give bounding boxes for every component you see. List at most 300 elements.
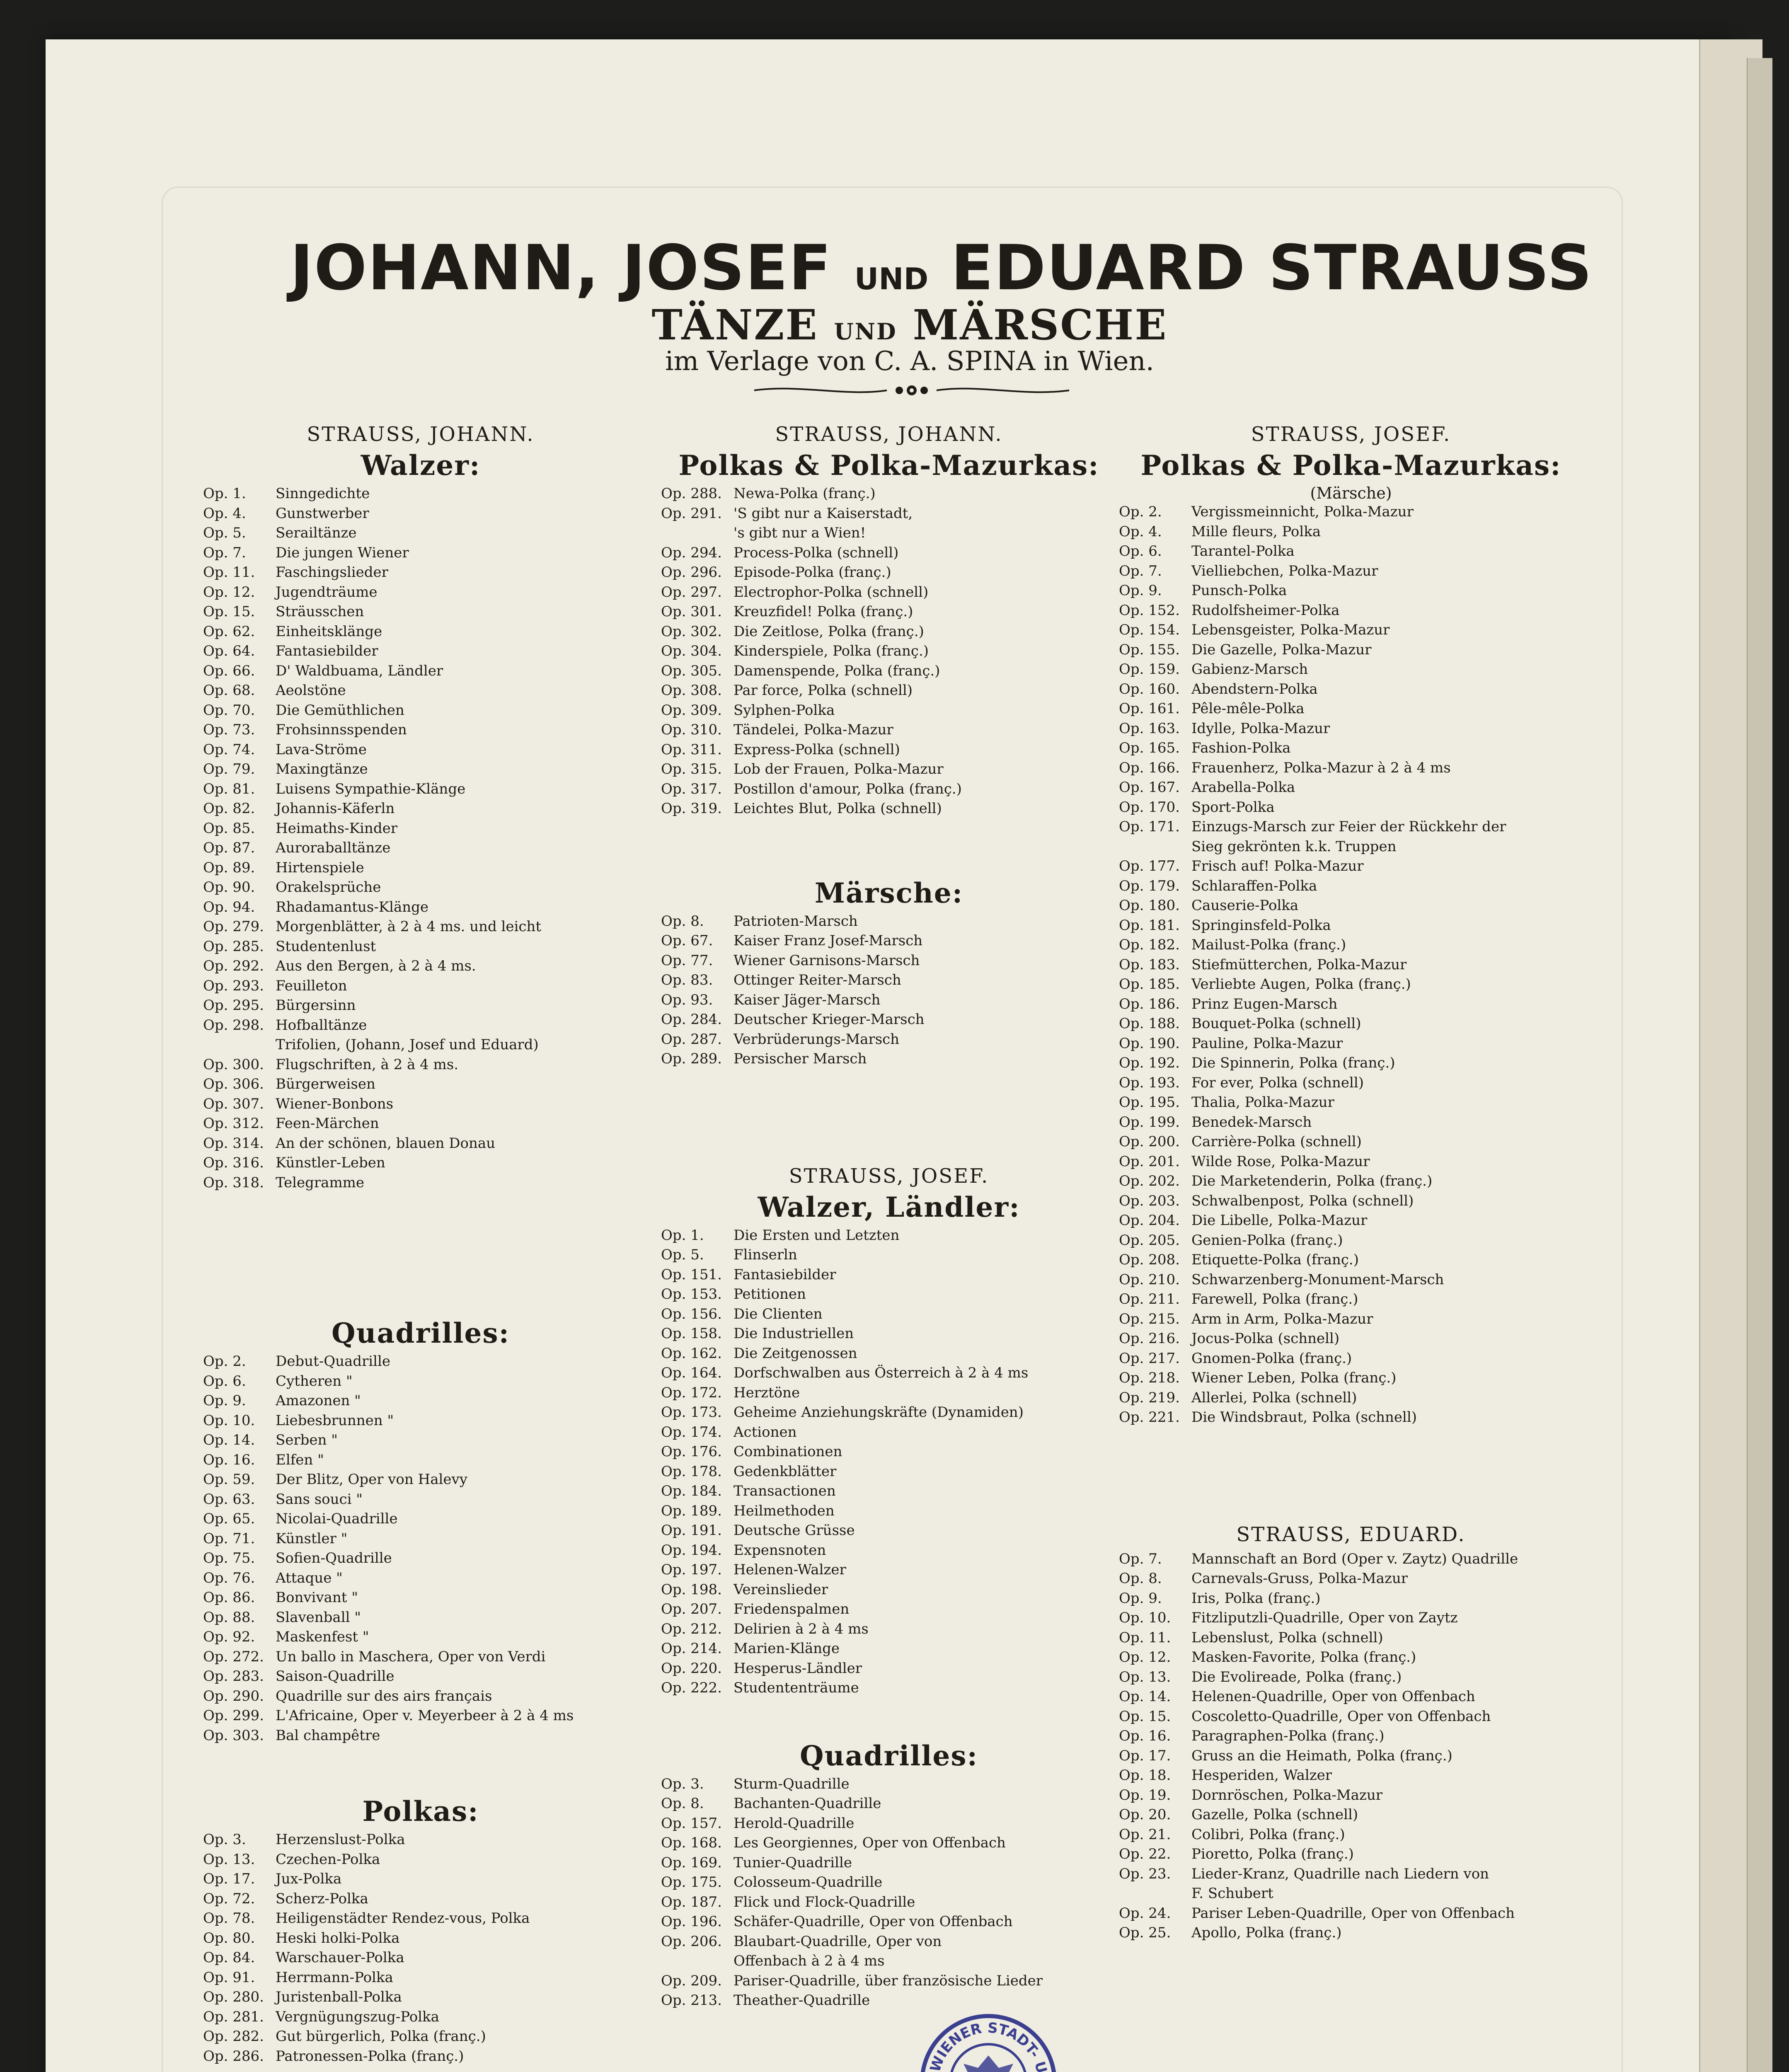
opus-entry: [661, 1423, 1117, 1443]
opus-entry: [661, 543, 1117, 563]
opus-number: Op. 171.: [1119, 818, 1180, 835]
opus-entry: [203, 1929, 638, 1949]
opus-entry: [661, 971, 1117, 990]
work-title: Frohsinnsspenden: [276, 721, 407, 738]
opus-entry: [203, 917, 638, 937]
work-title: Electrophor-Polka (schnell): [734, 583, 929, 600]
work-title: Schwalbenpost, Polka (schnell): [1191, 1192, 1414, 1209]
opus-number: Op. 203.: [1119, 1192, 1180, 1209]
work-title: Sträusschen: [276, 603, 364, 620]
work-title: Verbrüderungs-Marsch: [734, 1031, 900, 1048]
opus-number: Op. 163.: [1119, 720, 1180, 737]
work-title: Herztöne: [734, 1384, 800, 1401]
work-title: Dorfschwalben aus Österreich à 2 à 4 ms: [734, 1365, 1029, 1381]
opus-number: Op. 154.: [1119, 622, 1180, 638]
opus-entry: [1119, 1864, 1583, 1884]
opus-number: Op. 309.: [661, 702, 722, 719]
opus-entry: [203, 996, 638, 1016]
opus-number: Op. 72.: [203, 1890, 255, 1907]
work-title-continuation: Sieg gekrönten k.k. Truppen: [1191, 838, 1397, 855]
opus-entry: [661, 1383, 1117, 1403]
opus-number: Op. 4.: [1119, 523, 1162, 540]
opus-entry: [1119, 1113, 1583, 1133]
work-title: Heilmethoden: [734, 1502, 835, 1519]
work-title: Causerie-Polka: [1191, 897, 1299, 914]
work-title: Gunstwerber: [276, 505, 369, 522]
opus-entry: [1119, 640, 1583, 660]
work-title: Jux-Polka: [276, 1871, 342, 1887]
opus-number: Op. 93.: [661, 991, 713, 1008]
work-title: Wilde Rose, Polka-Mazur: [1191, 1153, 1370, 1170]
work-title: Transactionen: [734, 1483, 836, 1499]
work-title: Masken-Favorite, Polka (franç.): [1191, 1649, 1416, 1665]
opus-entry: [203, 1627, 638, 1647]
work-title: Par force, Polka (schnell): [734, 682, 913, 699]
opus-number: Op. 317.: [661, 780, 722, 797]
opus-entry: [661, 583, 1117, 603]
title-part-b: EDUARD STRAUSS: [951, 232, 1593, 304]
opus-number: Op. 175.: [661, 1874, 722, 1890]
opus-entry: [661, 1049, 1117, 1069]
work-title-continuation: Trifolien, (Johann, Josef und Eduard): [276, 1036, 539, 1053]
opus-entry: [661, 1814, 1117, 1834]
work-title: Lob der Frauen, Polka-Mazur: [734, 761, 944, 777]
work-title: Vielliebchen, Polka-Mazur: [1191, 562, 1378, 579]
opus-number: Op. 188.: [1119, 1015, 1180, 1032]
work-title: Sturm-Quadrille: [734, 1775, 850, 1792]
opus-number: Op. 210.: [1119, 1271, 1180, 1288]
work-title: Blaubart-Quadrille, Oper von: [734, 1933, 942, 1950]
opus-number: Op. 20.: [1119, 1806, 1171, 1823]
work-title: Gruss an die Heimath, Polka (franç.): [1191, 1747, 1453, 1764]
opus-number: Op. 70.: [203, 702, 255, 719]
work-title: Der Blitz, Oper von Halevy: [276, 1471, 467, 1488]
opus-entry: [1119, 1726, 1583, 1746]
opus-number: Op. 23.: [1119, 1865, 1171, 1882]
opus-number: Op. 302.: [661, 623, 722, 640]
opus-entry: [1119, 778, 1583, 798]
opus-number: Op. 182.: [1119, 937, 1180, 953]
opus-entry: [1119, 758, 1583, 778]
opus-entry: [203, 1987, 638, 2007]
opus-entry: [661, 1541, 1117, 1561]
opus-number: Op. 220.: [661, 1660, 722, 1677]
opus-number: Op. 285.: [203, 938, 264, 955]
opus-number: Op. 177.: [1119, 858, 1180, 874]
section-heading: Polkas & Polka-Mazurkas:: [1140, 449, 1561, 482]
opus-entry: [661, 563, 1117, 583]
work-title: Tunier-Quadrille: [734, 1854, 852, 1871]
opus-number: Op. 218.: [1119, 1370, 1180, 1386]
work-title: Thalia, Polka-Mazur: [1191, 1094, 1334, 1111]
work-title: Tändelei, Polka-Mazur: [734, 721, 893, 738]
opus-number: Op. 85.: [203, 820, 255, 837]
opus-entry: [203, 2007, 638, 2027]
opus-number: Op. 166.: [1119, 759, 1180, 776]
work-title: Pêle-mêle-Polka: [1191, 700, 1305, 717]
opus-number: Op. 195.: [1119, 1094, 1180, 1111]
opus-entry: [203, 504, 638, 524]
composer-heading: STRAUSS, JOSEF.: [789, 1164, 989, 1188]
opus-number: Op. 59.: [203, 1471, 255, 1488]
work-title: Sans souci ": [276, 1491, 363, 1508]
opus-entry: [203, 543, 638, 563]
work-title: Farewell, Polka (franç.): [1191, 1291, 1358, 1307]
opus-number: Op. 170.: [1119, 799, 1180, 816]
opus-entry: [661, 1403, 1117, 1423]
work-title: Arabella-Polka: [1191, 779, 1295, 796]
opus-number: Op. 296.: [661, 564, 722, 581]
work-title: Bürgerweisen: [276, 1076, 375, 1092]
composer-heading: STRAUSS, EDUARD.: [1236, 1523, 1466, 1546]
work-title: Carnevals-Gruss, Polka-Mazur: [1191, 1570, 1408, 1587]
work-title: Deutscher Krieger-Marsch: [734, 1011, 925, 1028]
opus-entry: [1119, 1349, 1583, 1369]
work-title: Pauline, Polka-Mazur: [1191, 1035, 1343, 1052]
opus-entry: [661, 1794, 1117, 1814]
work-title: Künstler-Leben: [276, 1155, 385, 1171]
opus-entry: [1119, 620, 1583, 640]
opus-number: Op. 319.: [661, 800, 722, 817]
opus-entry: [203, 976, 638, 996]
work-title: Attaque ": [276, 1569, 343, 1586]
opus-entry: [661, 1285, 1117, 1305]
opus-entry: [661, 622, 1117, 642]
opus-entry: [1119, 699, 1583, 719]
opus-entry: [661, 1893, 1117, 1912]
opus-entry: [661, 504, 1117, 524]
column-spacer: [661, 819, 1117, 877]
opus-number: Op. 1.: [661, 1227, 704, 1244]
opus-number: Op. 24.: [1119, 1905, 1171, 1922]
opus-entry: [203, 1153, 638, 1173]
opus-entry: [1119, 1329, 1583, 1349]
opus-number: Op. 288.: [661, 485, 722, 502]
work-title: Die Ersten und Letzten: [734, 1227, 900, 1244]
work-title: Slavenball ": [276, 1609, 361, 1626]
opus-entry: [1119, 1132, 1583, 1152]
work-title-continuation: 's gibt nur a Wien!: [734, 525, 866, 541]
opus-entry: [203, 1850, 638, 1870]
work-title: Postillon d'amour, Polka (franç.): [734, 780, 962, 797]
work-title-continuation: Offenbach à 2 à 4 ms: [734, 1953, 885, 1969]
work-title: Geheime Anziehungskräfte (Dynamiden): [734, 1404, 1024, 1421]
opus-number: Op. 15.: [1119, 1708, 1171, 1725]
opus-entry: [203, 1608, 638, 1628]
opus-entry: [1119, 995, 1583, 1014]
opus-number: Op. 201.: [1119, 1153, 1180, 1170]
opus-number: Op. 82.: [203, 800, 255, 817]
opus-entry: [661, 1600, 1117, 1619]
work-title: Mannschaft an Bord (Oper v. Zaytz) Quadrille: [1191, 1550, 1518, 1567]
work-title: Rhadamantus-Klänge: [276, 898, 429, 915]
opus-entry: [661, 1245, 1117, 1265]
subtitle-part-a: TÄNZE: [651, 300, 818, 349]
opus-entry: [203, 681, 638, 701]
opus-entry: [661, 1344, 1117, 1364]
title-part-a: JOHANN, JOSEF: [290, 232, 832, 304]
opus-entry: [1119, 1589, 1583, 1609]
opus-entry: [661, 641, 1117, 661]
opus-number: Op. 292.: [203, 958, 264, 974]
opus-number: Op. 6.: [203, 1372, 246, 1389]
opus-entry: [661, 740, 1117, 760]
opus-entry: [1119, 798, 1583, 818]
opus-number: Op. 208.: [1119, 1251, 1180, 1268]
work-title: Mille fleurs, Polka: [1191, 523, 1321, 540]
opus-entry: [1119, 1825, 1583, 1845]
opus-number: Op. 89.: [203, 859, 255, 876]
work-title: Lebensgeister, Polka-Mazur: [1191, 622, 1390, 638]
work-title: Springinsfeld-Polka: [1191, 917, 1331, 934]
work-title: Heimaths-Kinder: [276, 820, 397, 837]
opus-number: Op. 179.: [1119, 877, 1180, 894]
opus-number: Op. 9.: [1119, 582, 1162, 599]
opus-entry: [1119, 502, 1583, 522]
opus-entry: [203, 2027, 638, 2047]
opus-entry: [661, 1501, 1117, 1521]
opus-entry: [661, 661, 1117, 681]
opus-number: Op. 212.: [661, 1620, 722, 1637]
opus-number: Op. 291.: [661, 505, 722, 522]
opus-entry: [1119, 1707, 1583, 1727]
opus-entry: [1119, 1608, 1583, 1628]
work-title: Etiquette-Polka (franç.): [1191, 1251, 1359, 1268]
opus-entry: [661, 1363, 1117, 1383]
work-title: Gazelle, Polka (schnell): [1191, 1806, 1358, 1823]
work-title: Vereinslieder: [734, 1581, 828, 1598]
work-title: Persischer Marsch: [734, 1051, 867, 1067]
opus-number: Op. 10.: [203, 1412, 255, 1429]
opus-number: Op. 76.: [203, 1569, 255, 1586]
opus-entry: [203, 1075, 638, 1094]
work-title: Elfen ": [276, 1451, 324, 1468]
opus-entry: [203, 1647, 638, 1667]
opus-entry: [203, 740, 638, 760]
opus-entry: [203, 484, 638, 504]
opus-entry: [1119, 1687, 1583, 1707]
work-title: Newa-Polka (franç.): [734, 485, 876, 502]
opus-number: Op. 189.: [661, 1502, 722, 1519]
work-title: Feen-Märchen: [276, 1115, 379, 1132]
opus-entry: [1119, 1290, 1583, 1310]
column-spacer: [661, 1069, 1117, 1160]
opus-entry: [203, 937, 638, 957]
opus-entry: [1119, 896, 1583, 916]
work-title: Scherz-Polka: [276, 1890, 368, 1907]
opus-entry: [1119, 601, 1583, 621]
opus-number: Op. 159.: [1119, 661, 1180, 678]
work-title: Die jungen Wiener: [276, 544, 409, 561]
work-title: Arm in Arm, Polka-Mazur: [1191, 1310, 1373, 1327]
work-title: Gedenkblätter: [734, 1463, 837, 1480]
opus-entry: [203, 1173, 638, 1193]
binding-edge: [1747, 58, 1772, 2072]
opus-number: Op. 294.: [661, 544, 722, 561]
work-title: Gabienz-Marsch: [1191, 661, 1308, 678]
opus-entry: [203, 1726, 638, 1746]
work-title: Fantasiebilder: [276, 643, 378, 659]
opus-number: Op. 80.: [203, 1929, 255, 1946]
work-title: Bürgersinn: [276, 997, 356, 1014]
work-title: Frisch auf! Polka-Mazur: [1191, 858, 1364, 874]
opus-number: Op. 168.: [661, 1835, 722, 1851]
section-heading: Quadrilles:: [800, 1739, 978, 1772]
opus-entry: [661, 681, 1117, 701]
work-title: Lieder-Kranz, Quadrille nach Liedern von: [1191, 1865, 1489, 1882]
opus-number: Op. 174.: [661, 1423, 722, 1440]
opus-entry: [1119, 522, 1583, 542]
opus-entry: [203, 799, 638, 819]
work-title: Flinserln: [734, 1247, 797, 1263]
opus-number: Op. 316.: [203, 1155, 264, 1171]
work-title: Wiener Leben, Polka (franç.): [1191, 1370, 1397, 1386]
opus-entry: [1119, 1388, 1583, 1408]
opus-entry: [1119, 1408, 1583, 1428]
work-title: Telegramme: [276, 1174, 365, 1191]
work-title: Fitzliputzli-Quadrille, Oper von Zaytz: [1191, 1610, 1458, 1626]
work-title: Jocus-Polka (schnell): [1191, 1330, 1340, 1347]
work-title: Herold-Quadrille: [734, 1815, 855, 1832]
opus-entry: [661, 990, 1117, 1010]
work-title: Wiener Garnisons-Marsch: [734, 952, 920, 969]
work-title: Damenspende, Polka (franç.): [734, 662, 940, 679]
opus-number: Op. 65.: [203, 1510, 255, 1527]
work-title: Aus den Bergen, à 2 à 4 ms.: [276, 958, 476, 974]
work-title: Deutsche Grüsse: [734, 1522, 855, 1539]
work-title: Express-Polka (schnell): [734, 741, 900, 758]
opus-entry: [661, 1912, 1117, 1932]
work-title: Flick und Flock-Quadrille: [734, 1893, 915, 1910]
opus-number: Op. 25.: [1119, 1924, 1171, 1941]
opus-entry: [661, 1619, 1117, 1639]
opus-number: Op. 307.: [203, 1095, 264, 1112]
opus-entry: [203, 1667, 638, 1687]
opus-entry: [203, 1948, 638, 1968]
section-heading: Walzer, Ländler:: [758, 1191, 1020, 1223]
opus-entry: [203, 641, 638, 661]
opus-number: Op. 73.: [203, 721, 255, 738]
work-title: Fantasiebilder: [734, 1266, 836, 1283]
work-title: Prinz Eugen-Marsch: [1191, 995, 1338, 1012]
opus-number: Op. 7.: [1119, 1550, 1162, 1567]
work-title: Pariser Leben-Quadrille, Oper von Offenbach: [1191, 1905, 1515, 1922]
work-title: Petitionen: [734, 1286, 806, 1302]
opus-number: Op. 17.: [203, 1871, 255, 1887]
opus-number: Op. 207.: [661, 1601, 722, 1617]
work-title: Die Evolireade, Polka (franç.): [1191, 1668, 1402, 1685]
opus-number: Op. 81.: [203, 780, 255, 797]
work-title: Aeolstöne: [276, 682, 346, 699]
work-title: Cytheren ": [276, 1372, 353, 1389]
opus-number: Op. 217.: [1119, 1350, 1180, 1367]
opus-number: Op. 211.: [1119, 1291, 1180, 1307]
opus-entry: [661, 1462, 1117, 1482]
subtitle-part-b: MÄRSCHE: [913, 300, 1168, 349]
opus-entry: [1119, 1034, 1583, 1054]
publisher-line: im Verlage von C. A. SPINA in Wien.: [665, 346, 1154, 377]
opus-entry: [1119, 916, 1583, 936]
work-title: Punsch-Polka: [1191, 582, 1287, 599]
opus-entry: [661, 1833, 1117, 1853]
opus-number: Op. 282.: [203, 2028, 264, 2045]
work-title: For ever, Polka (schnell): [1191, 1074, 1364, 1091]
stamp-text: WIENER STADT- U: [927, 2019, 1050, 2072]
work-title: Einheitsklänge: [276, 623, 382, 640]
opus-number: Op. 300.: [203, 1056, 264, 1073]
work-title: Helenen-Walzer: [734, 1561, 846, 1578]
opus-number: Op. 191.: [661, 1522, 722, 1539]
opus-entry: [1119, 1569, 1583, 1589]
opus-entry: [203, 1529, 638, 1549]
opus-number: Op. 299.: [203, 1707, 264, 1724]
work-title: Genien-Polka (franç.): [1191, 1232, 1343, 1249]
work-title: Sofien-Quadrille: [276, 1550, 392, 1566]
opus-entry: [1119, 1549, 1583, 1569]
opus-number: Op. 12.: [1119, 1649, 1171, 1665]
work-title: Hofballtänze: [276, 1017, 367, 1034]
opus-number: Op. 190.: [1119, 1035, 1180, 1052]
opus-number: Op. 318.: [203, 1174, 264, 1191]
work-title: Pariser-Quadrille, über französische Lieder: [734, 1972, 1043, 1989]
opus-number: Op. 213.: [661, 1992, 722, 2009]
opus-number: Op. 301.: [661, 603, 722, 620]
opus-entry: [661, 1774, 1117, 1794]
work-title: Mailust-Polka (franç.): [1191, 937, 1346, 953]
work-title: Quadrille sur des airs français: [276, 1687, 492, 1704]
opus-number: Op. 87.: [203, 840, 255, 856]
opus-entry: [661, 931, 1117, 951]
opus-number: Op. 14.: [1119, 1688, 1171, 1705]
opus-number: Op. 193.: [1119, 1074, 1180, 1091]
opus-number: Op. 5.: [661, 1247, 704, 1263]
opus-entry: [203, 1450, 638, 1470]
opus-number: Op. 186.: [1119, 995, 1180, 1012]
work-title: Actionen: [734, 1423, 797, 1440]
work-title: Patronessen-Polka (franç.): [276, 2048, 464, 2065]
opus-number: Op. 13.: [203, 1851, 255, 1868]
opus-entry: [203, 1830, 638, 1850]
opus-number: Op. 14.: [203, 1432, 255, 1448]
opus-entry: [661, 1580, 1117, 1600]
opus-number: Op. 312.: [203, 1115, 264, 1132]
opus-number: Op. 303.: [203, 1727, 264, 1744]
work-title: Stiefmütterchen, Polka-Mazur: [1191, 956, 1407, 973]
work-title: Flugschriften, à 2 à 4 ms.: [276, 1056, 459, 1073]
opus-number: Op. 3.: [661, 1775, 704, 1792]
opus-number: Op. 11.: [1119, 1629, 1171, 1646]
opus-entry: [1119, 1648, 1583, 1668]
opus-number: Op. 167.: [1119, 779, 1180, 796]
opus-number: Op. 152.: [1119, 602, 1180, 619]
opus-entry: [661, 1030, 1117, 1050]
opus-number: Op. 284.: [661, 1011, 722, 1028]
work-title: Die Windsbraut, Polka (schnell): [1191, 1409, 1417, 1426]
opus-number: Op. 308.: [661, 682, 722, 699]
work-title: Hirtenspiele: [276, 859, 364, 876]
work-title: Theather-Quadrille: [734, 1992, 870, 2009]
opus-number: Op. 12.: [203, 583, 255, 600]
opus-number: Op. 13.: [1119, 1668, 1171, 1685]
opus-number: Op. 66.: [203, 662, 255, 679]
opus-number: Op. 86.: [203, 1589, 255, 1606]
opus-entry: [661, 760, 1117, 779]
opus-number: Op. 78.: [203, 1910, 255, 1927]
opus-entry: [203, 1706, 638, 1726]
opus-number: Op. 283.: [203, 1668, 264, 1685]
work-title: Colosseum-Quadrille: [734, 1874, 883, 1890]
opus-entry: [1119, 1211, 1583, 1231]
